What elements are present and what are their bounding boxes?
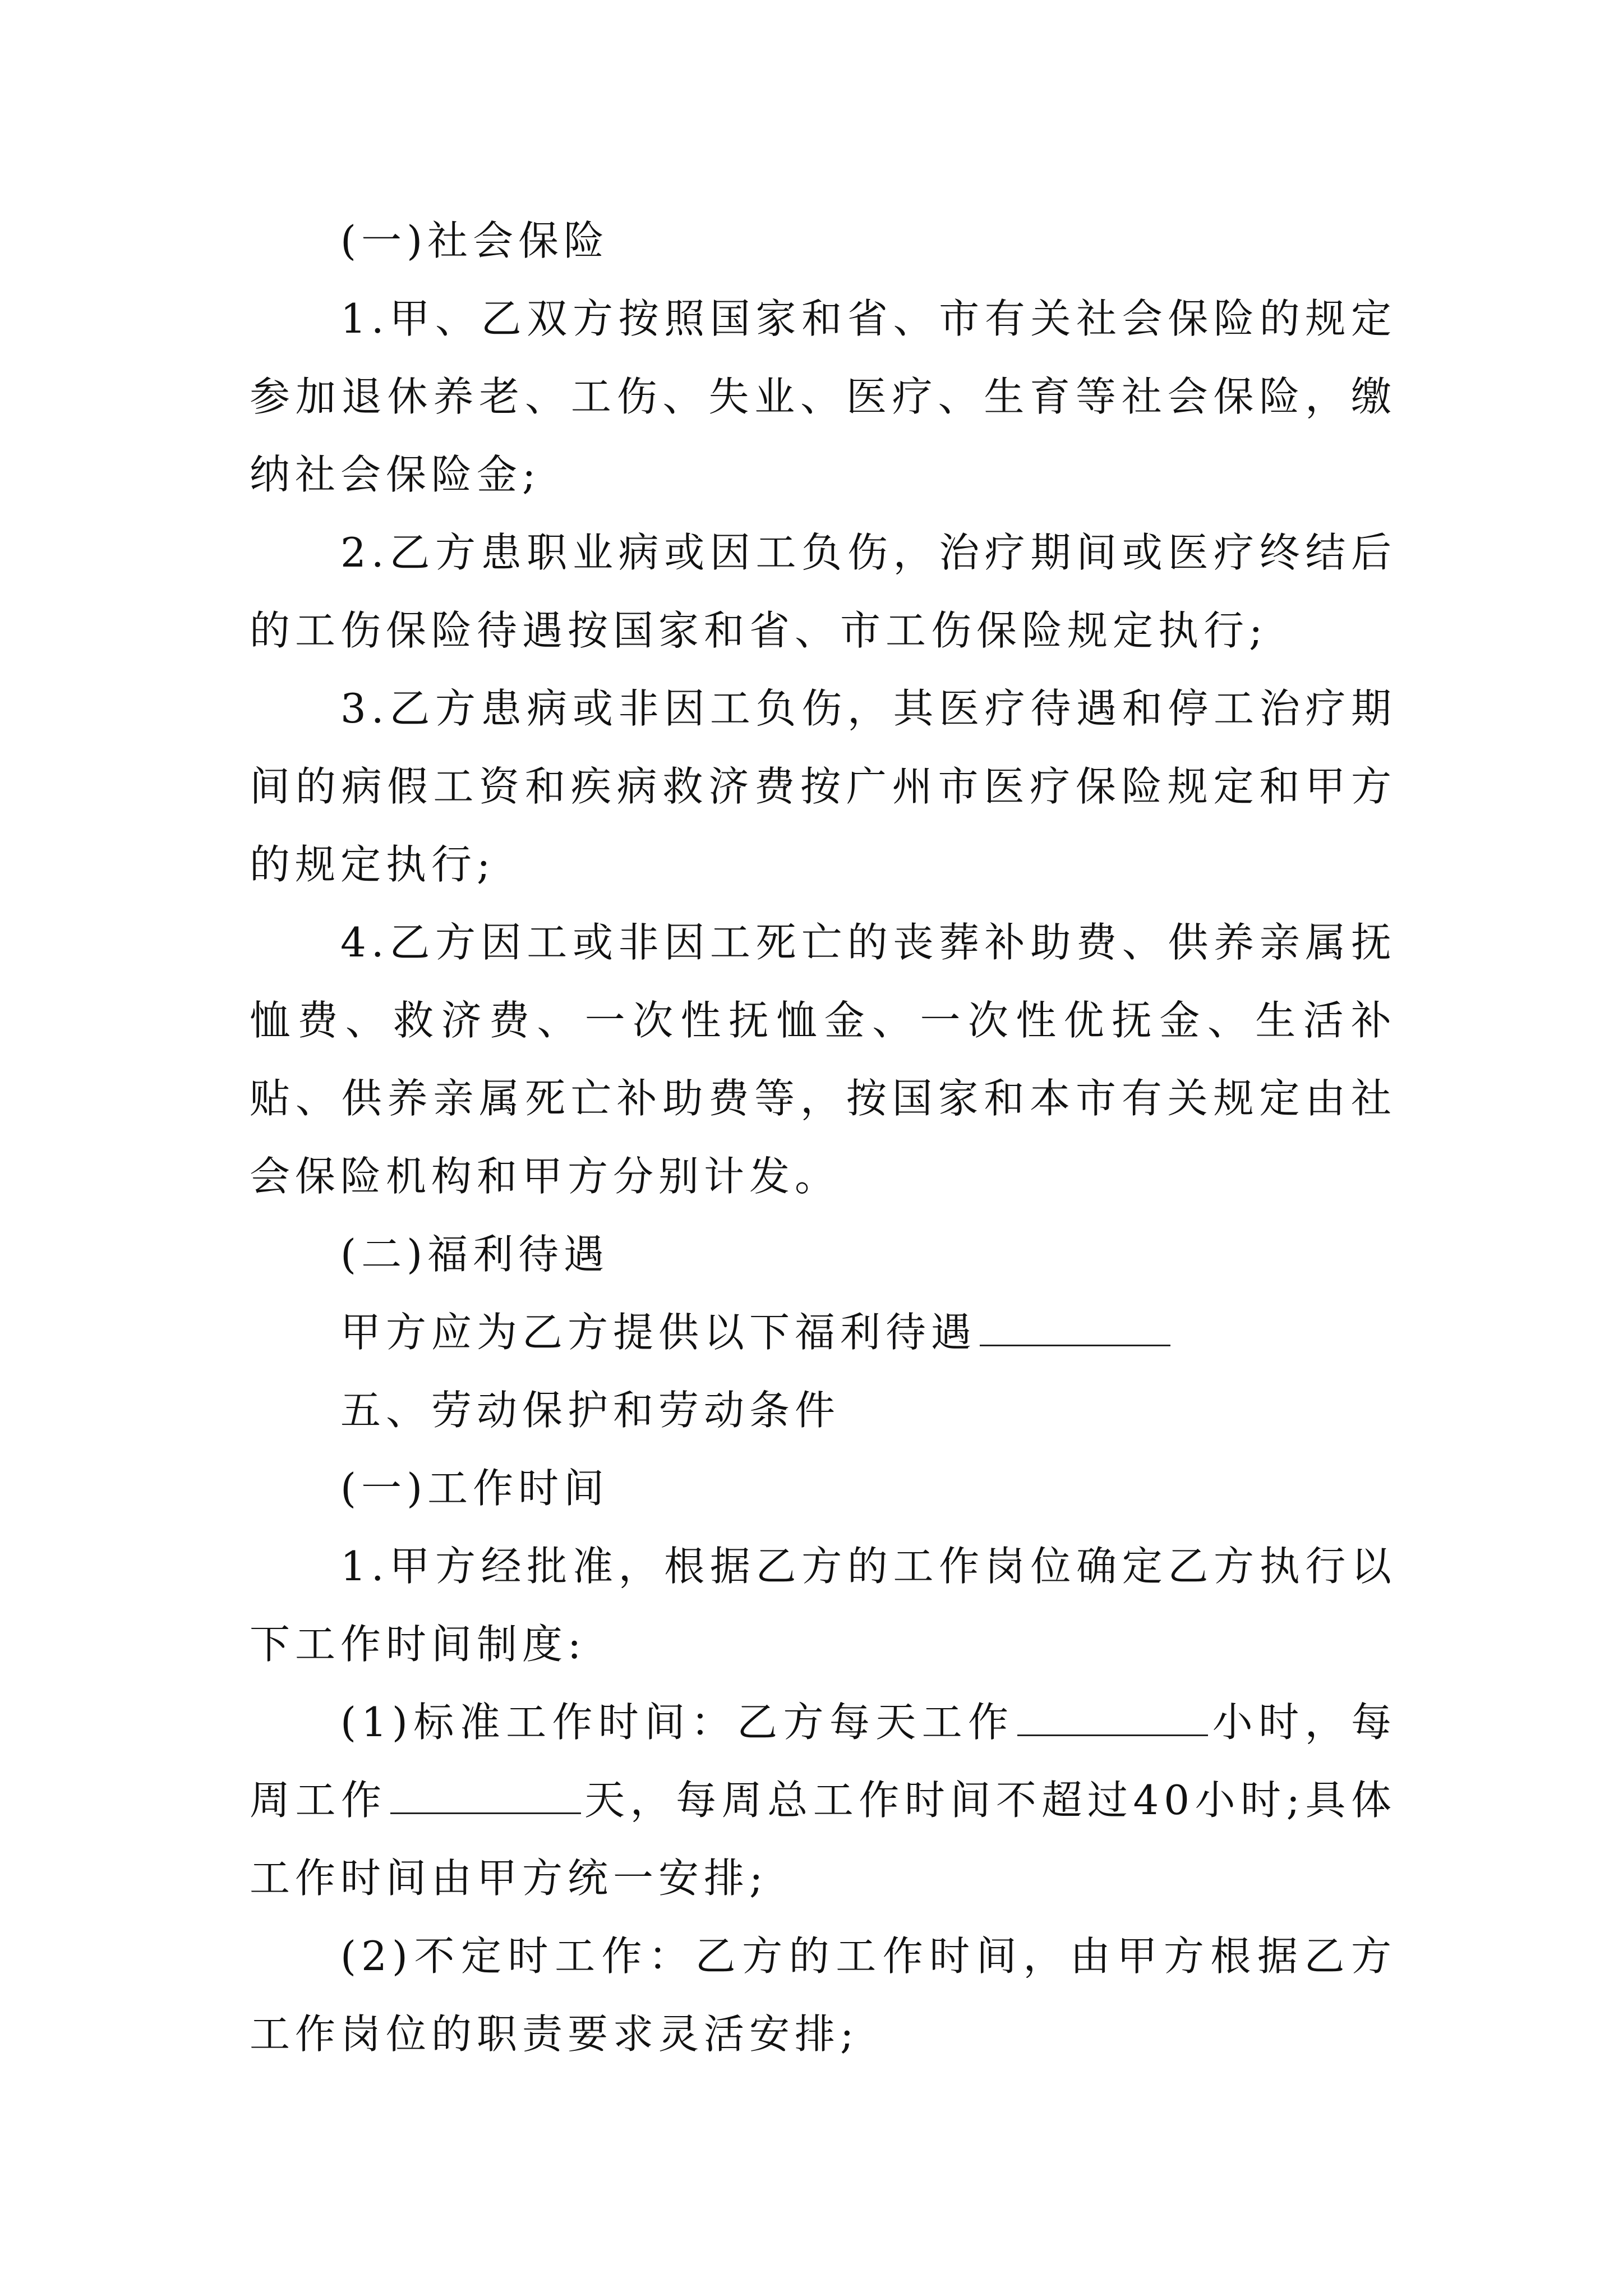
clause-welfare [250,1294,1396,1372]
text-segment: (1)标准工作时间：乙方每天工作 [340,1699,1015,1746]
clause-social-insurance-4 [250,904,1396,1216]
fill-in-blank-days-per-week[interactable] [390,1777,581,1814]
text-segment: 1.甲方经批准，根据乙方的工作岗位确定乙方执行以下工作时间制度: [250,1543,1396,1668]
text-segment: 2.乙方患职业病或因工负伤，治疗期间或医疗终结后的工伤保险待遇按国家和省、市工伤保险规定执行; [250,529,1396,654]
text-segment: 1.甲、乙双方按照国家和省、市有关社会保险的规定参加退休养老、工伤、失业、医疗、生育等社会保险，缴纳社会保险金; [250,295,1396,498]
clause-flexible-hours [250,1917,1396,2073]
heading-labor-protection [250,1372,1396,1450]
clause-social-insurance-1 [250,280,1396,514]
heading-welfare [250,1216,1396,1294]
text-segment: (一)社会保险 [340,217,610,264]
heading-social-insurance [250,202,1396,280]
text-segment: 3.乙方患病或非因工负伤，其医疗待遇和停工治疗期间的病假工资和疾病救济费按广州市医疗保险规定和甲方的规定执行; [250,685,1396,888]
fill-in-blank-welfare[interactable] [980,1309,1170,1346]
clause-working-hours-1 [250,1527,1396,1683]
clause-social-insurance-3 [250,670,1396,904]
text-segment: (一)工作时间 [340,1465,610,1512]
heading-working-hours [250,1450,1396,1527]
text-segment: 甲方应为乙方提供以下福利待遇 [340,1309,977,1356]
text-segment: 小时，每周工作 [250,1699,1396,1824]
clause-standard-hours [250,1683,1396,1917]
document-body [250,202,1396,2073]
text-segment: 天，每周总工作时间不超过40小时;具体工作时间由甲方统一安排; [250,1777,1396,1902]
text-segment: 五、劳动保护和劳动条件 [340,1387,841,1434]
text-segment: (二)福利待遇 [340,1231,610,1278]
text-segment: (2)不定时工作：乙方的工作时间，由甲方根据乙方工作岗位的职责要求灵活安排; [250,1932,1396,2058]
text-segment: 4.乙方因工或非因工死亡的丧葬补助费、供养亲属抚恤费、救济费、一次性抚恤金、一次性优抚金、生活补贴、供养亲属死亡补助费等，按国家和本市有关规定由社会保险机构和甲方分别计发。 [250,919,1396,1200]
fill-in-blank-hours-per-day[interactable] [1017,1699,1208,1736]
clause-social-insurance-2 [250,514,1396,670]
